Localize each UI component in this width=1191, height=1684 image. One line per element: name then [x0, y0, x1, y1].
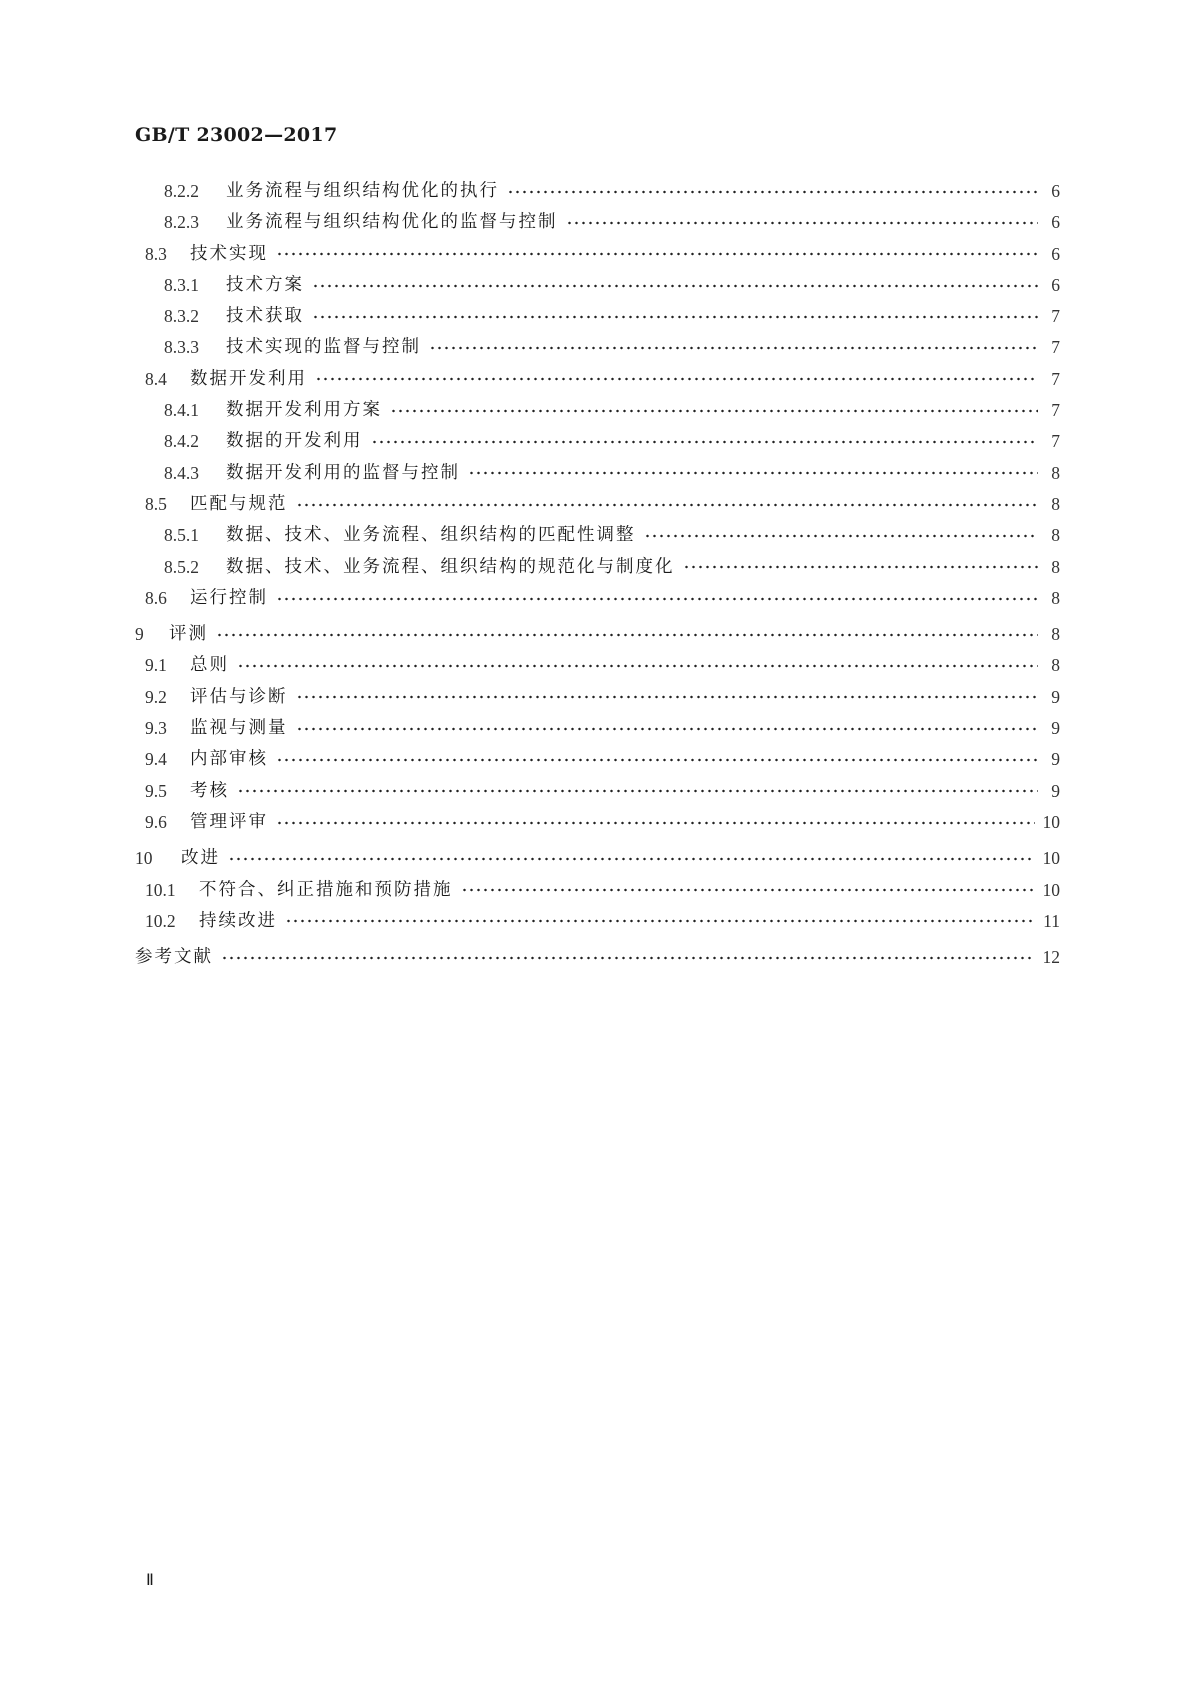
toc-entry-title: 运行控制: [190, 587, 268, 608]
toc-entry-number: 9: [135, 624, 144, 645]
toc-entry-page: 6: [1051, 212, 1060, 233]
toc-entry-title: 管理评审: [190, 811, 268, 832]
dot-leader: [429, 343, 1038, 353]
toc-entry-title: 技术获取: [226, 306, 304, 327]
toc-entry-page: 10: [1042, 848, 1060, 869]
dot-leader: [461, 885, 1035, 895]
toc-entry[interactable]: [135, 807, 1060, 838]
toc-entry[interactable]: [135, 332, 1060, 363]
toc-entry[interactable]: [135, 583, 1060, 614]
toc-entry-number: 8.4: [145, 368, 167, 389]
toc-entry[interactable]: [135, 713, 1060, 744]
toc-entry-title: 技术实现的监督与控制: [226, 337, 421, 358]
toc-entry-title: 总则: [190, 655, 229, 676]
toc-entry-title: 考核: [190, 780, 229, 801]
dot-leader: [276, 594, 1038, 604]
toc-entry-number: 9.5: [145, 780, 167, 801]
dot-leader: [371, 437, 1039, 447]
toc-entry[interactable]: [135, 270, 1060, 301]
toc-entry-page: 6: [1051, 274, 1060, 295]
toc-entry-title: 评测: [169, 624, 208, 645]
toc-entry[interactable]: [135, 776, 1060, 807]
toc-entry-number: 8.3: [145, 243, 167, 264]
toc-entry-title: 业务流程与组织结构优化的监督与控制: [226, 212, 558, 233]
toc-entry[interactable]: [135, 682, 1060, 713]
toc-entry-title: 监视与测量: [190, 718, 288, 739]
toc-entry-page: 10: [1042, 879, 1060, 900]
toc-entry-number: 8.5.2: [164, 556, 199, 577]
toc-entry[interactable]: [135, 552, 1060, 583]
toc-entry-number: 9.2: [145, 686, 167, 707]
toc-entry-page: 8: [1051, 556, 1060, 577]
toc-entry-page: 8: [1051, 462, 1060, 483]
toc-entry-page: 7: [1051, 431, 1060, 452]
toc-entry-number: 8.3.2: [164, 306, 199, 327]
toc-entry-number: 8.4.3: [164, 462, 199, 483]
toc-entry-page: 7: [1051, 368, 1060, 389]
dot-leader: [221, 953, 1035, 963]
toc-entry-number: 8.4.1: [164, 400, 199, 421]
dot-leader: [390, 406, 1038, 416]
dot-leader: [644, 531, 1039, 541]
toc-entry[interactable]: [135, 207, 1060, 238]
page-number: Ⅱ: [146, 1572, 154, 1589]
dot-leader: [315, 374, 1038, 384]
toc-entry-number: 10: [135, 848, 153, 869]
toc-entry[interactable]: [135, 426, 1060, 457]
toc-entry-page: 8: [1051, 624, 1060, 645]
toc-entry-title: 不符合、纠正措施和预防措施: [199, 879, 453, 900]
dot-leader: [683, 562, 1039, 572]
toc-entry-page: 9: [1051, 749, 1060, 770]
toc-entry-page: 11: [1043, 910, 1060, 931]
toc-entry-number: 10.1: [145, 879, 176, 900]
toc-entry[interactable]: [135, 875, 1060, 906]
toc-entry[interactable]: [135, 744, 1060, 775]
dot-leader: [276, 249, 1038, 259]
toc-entry-number: 9.4: [145, 749, 167, 770]
toc-entry-page: 8: [1051, 493, 1060, 514]
toc-entry-page: 9: [1051, 686, 1060, 707]
toc-entry-title: 技术实现: [190, 243, 268, 264]
toc-entry-page: 7: [1051, 400, 1060, 421]
dot-leader: [507, 187, 1038, 197]
toc-entry-number: 8.5.1: [164, 525, 199, 546]
toc-entry-title: 匹配与规范: [190, 493, 288, 514]
toc-entry-number: 8.2.3: [164, 212, 199, 233]
toc-entry-title: 评估与诊断: [190, 686, 288, 707]
toc-entry[interactable]: [135, 239, 1060, 270]
toc-entry-number: 8.4.2: [164, 431, 199, 452]
toc-entry[interactable]: [135, 458, 1060, 489]
toc-entry-page: 12: [1042, 947, 1060, 968]
toc-entry-title: 改进: [181, 848, 220, 869]
toc-entry-page: 7: [1051, 337, 1060, 358]
toc-entry-page: 9: [1051, 718, 1060, 739]
toc-entry-title: 持续改进: [199, 910, 277, 931]
toc-entry-number: 9.6: [145, 811, 167, 832]
toc-entry-number: 8.3.3: [164, 337, 199, 358]
toc-entry-number: 8.3.1: [164, 274, 199, 295]
toc-entry-number: 8.2.2: [164, 181, 199, 201]
toc-entry-title: 业务流程与组织结构优化的执行: [226, 181, 499, 201]
dot-leader: [468, 468, 1038, 478]
toc-entry-page: 8: [1051, 587, 1060, 608]
standard-code: GB/T 23002—2017: [135, 124, 338, 146]
toc-entry-page: 8: [1051, 655, 1060, 676]
dot-leader: [237, 661, 1038, 671]
dot-leader: [296, 724, 1039, 734]
toc-entry-number: 8.6: [145, 587, 167, 608]
toc-entry-page: 6: [1051, 243, 1060, 264]
toc-entry-page: 10: [1042, 811, 1060, 832]
dot-leader: [237, 786, 1038, 796]
dot-leader: [312, 312, 1038, 322]
dot-leader: [566, 218, 1039, 228]
toc-entry[interactable]: [135, 364, 1060, 395]
toc-entry-title: 数据的开发利用: [226, 431, 363, 452]
dot-leader: [296, 692, 1039, 702]
toc-entry-title: 数据、技术、业务流程、组织结构的规范化与制度化: [226, 556, 675, 577]
toc-entry-title: 参考文献: [135, 947, 213, 968]
toc-entry-number: 9.3: [145, 718, 167, 739]
toc-entry-title: 数据、技术、业务流程、组织结构的匹配性调整: [226, 525, 636, 546]
toc-entry[interactable]: [135, 619, 1060, 650]
dot-leader: [228, 854, 1035, 864]
toc-entry-title: 内部审核: [190, 749, 268, 770]
dot-leader: [276, 818, 1035, 828]
toc-entry-title: 数据开发利用的监督与控制: [226, 462, 460, 483]
dot-leader: [276, 755, 1038, 765]
toc-entry[interactable]: [135, 520, 1060, 551]
toc-entry[interactable]: [135, 906, 1060, 937]
toc-entry[interactable]: [135, 489, 1060, 520]
toc-entry[interactable]: [135, 176, 1060, 207]
toc-entry-page: 6: [1051, 181, 1060, 201]
toc-entry[interactable]: [135, 843, 1060, 874]
toc-entry[interactable]: [135, 650, 1060, 681]
dot-leader: [312, 281, 1038, 291]
toc-entry-page: 7: [1051, 306, 1060, 327]
table-of-contents: [135, 176, 1060, 973]
toc-entry[interactable]: [135, 395, 1060, 426]
dot-leader: [285, 916, 1035, 926]
toc-entry[interactable]: [135, 942, 1060, 973]
toc-entry-number: 8.5: [145, 493, 167, 514]
toc-entry-number: 10.2: [145, 910, 176, 931]
toc-entry-page: 9: [1051, 780, 1060, 801]
toc-entry-title: 数据开发利用方案: [226, 400, 382, 421]
dot-leader: [216, 630, 1038, 640]
toc-entry-number: 9.1: [145, 655, 167, 676]
toc-entry-title: 技术方案: [226, 274, 304, 295]
toc-entry-title: 数据开发利用: [190, 368, 307, 389]
toc-entry[interactable]: [135, 301, 1060, 332]
dot-leader: [296, 500, 1039, 510]
toc-entry-page: 8: [1051, 525, 1060, 546]
